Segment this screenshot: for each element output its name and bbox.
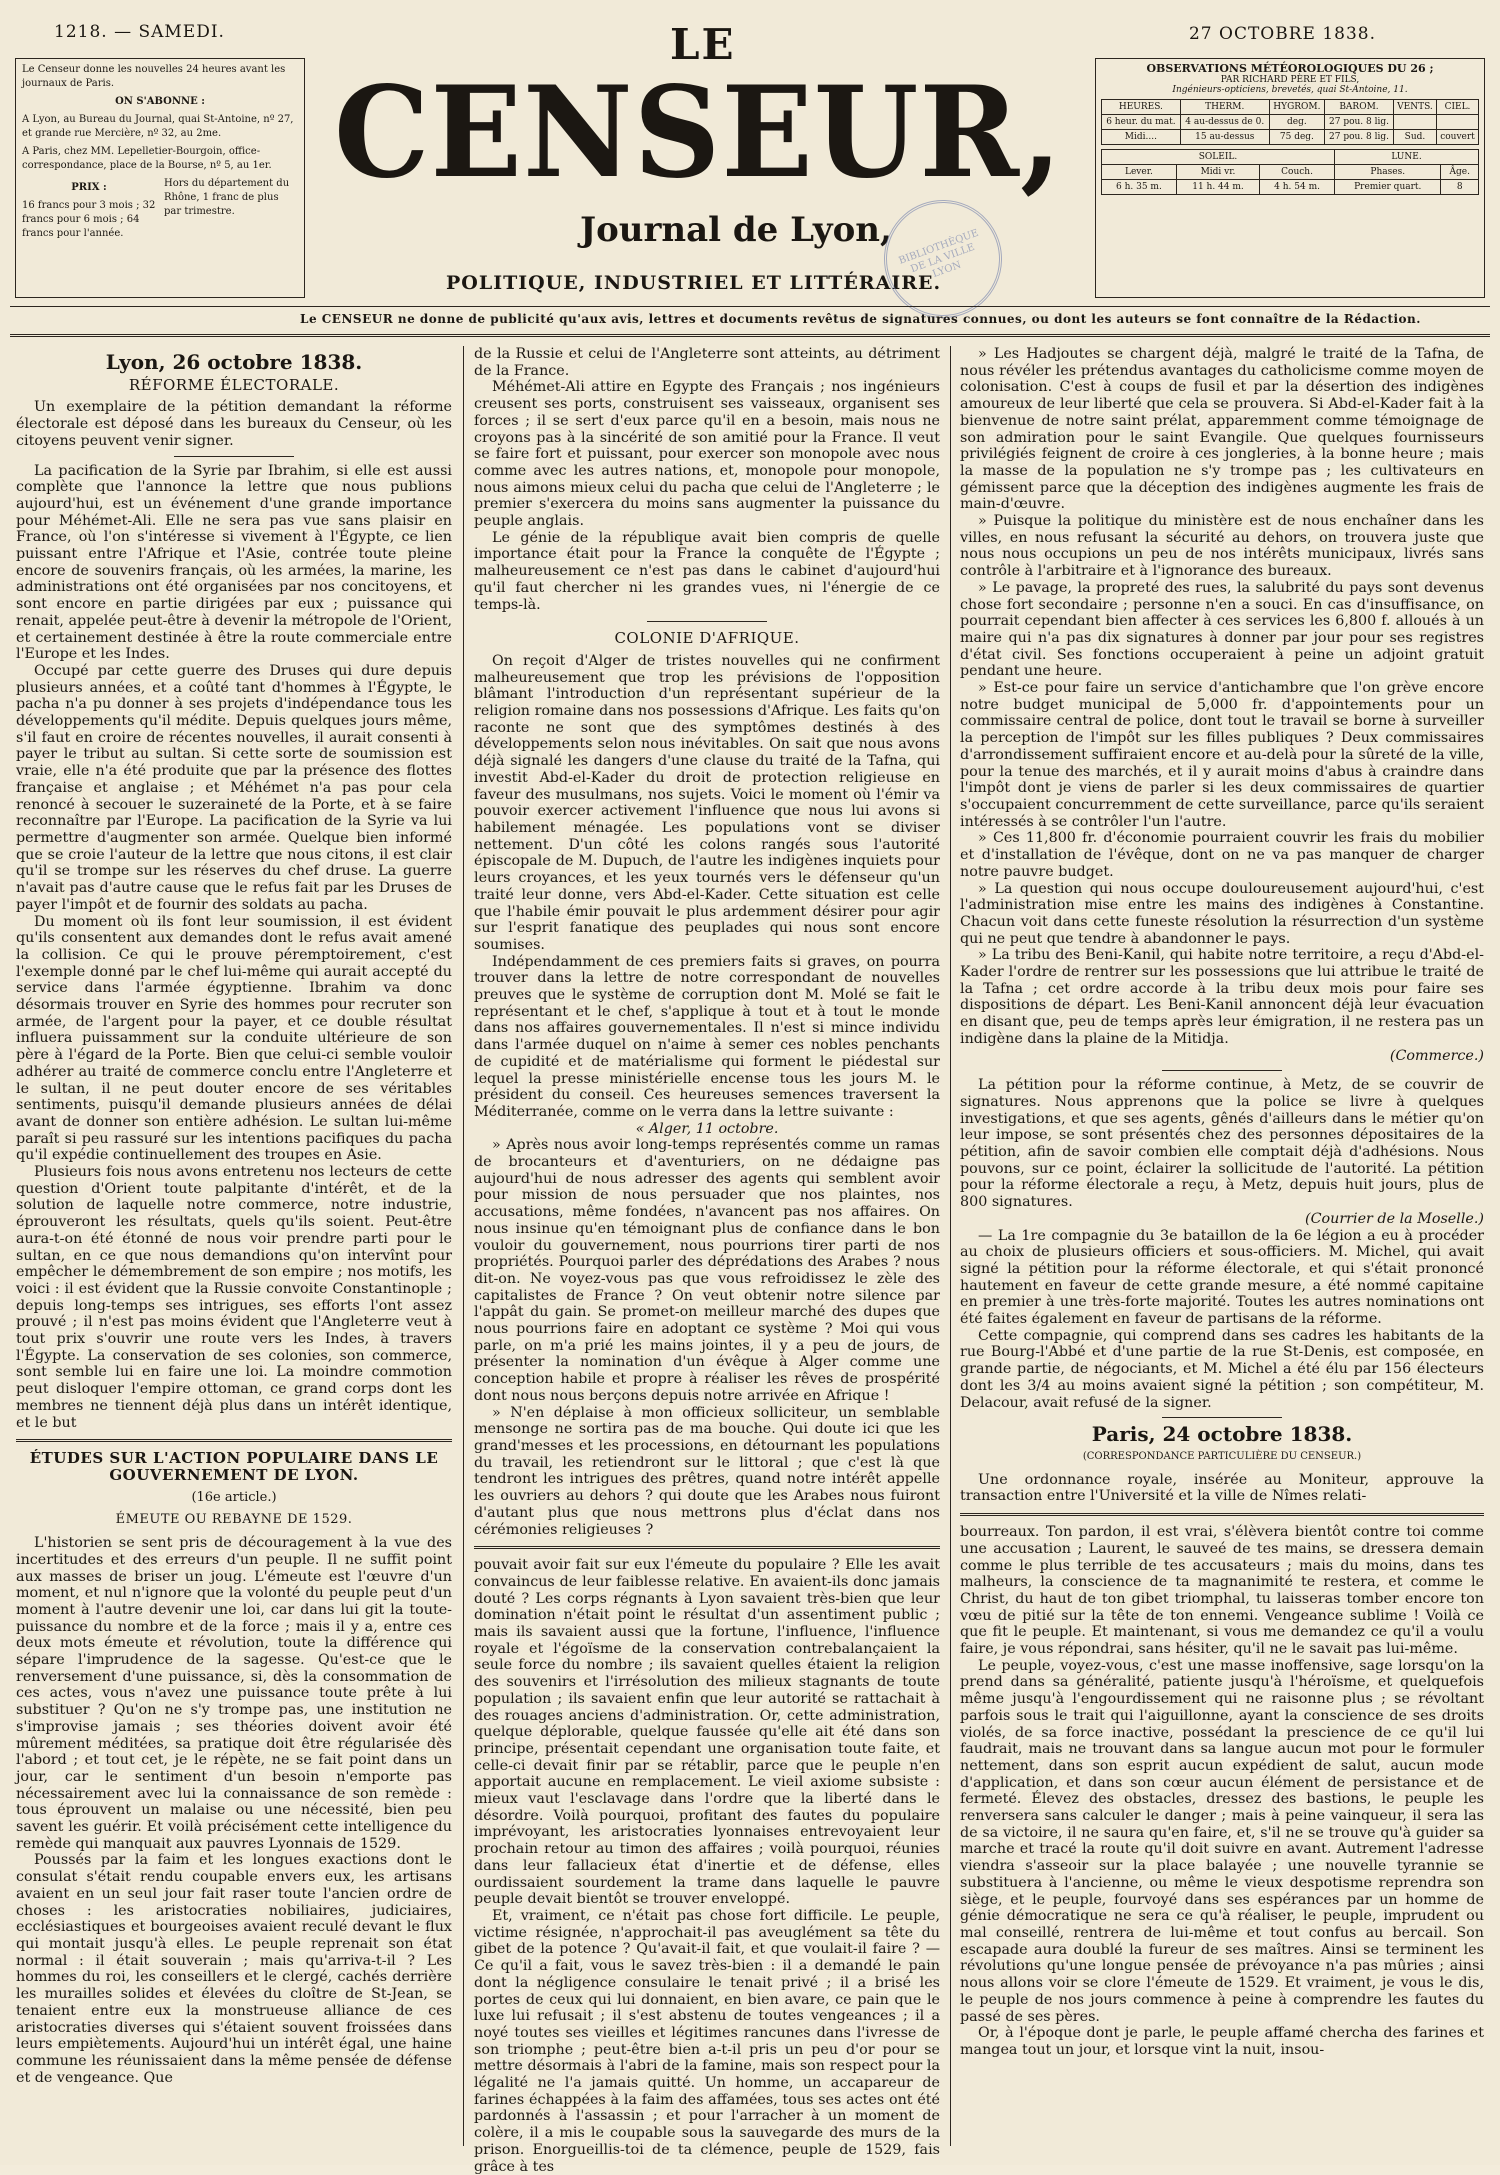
weather-cell: [1393, 115, 1436, 130]
masthead-tagline: POLITIQUE, INDUSTRIEL ET LITTÉRAIRE.: [446, 272, 942, 294]
subscription-box: [15, 58, 305, 298]
weather-table: [1101, 99, 1479, 145]
feuilleton-title: ÉTUDES SUR L'ACTION POPULAIRE DANS LE GOUVERNEMENT DE LYON.: [29, 1449, 439, 1484]
article-paragraph: Indépendamment de ces premiers faits si graves, on pourra trouver dans la lettre de notre correspondant de nouvelles preuves que le système de corruption dont M. Molé se fait le représentant et le chef, s'applique à tout et à tout le monde dans nos affaires gouvernementales. Il n'est si mince individu dans l'armée duquel on n'aime à semer ces nobles penchants de cupidité et de matérialisme qui forment le piédestal sur lequel la presse ministérielle encense tous les jours M. le président du conseil. Ces heureuses semences traversent la Méditerranée, comme on le verra dans la lettre suivante :: [474, 953, 940, 1120]
feuilleton-paragraph: L'historien se sent pris de découragement à la vue des incertitudes et des erreurs d'un peuple. Il ne suffit point aux masses de briser un joug. L'émeute est l'œuvre d'un moment, et nul n'ignore que la volonté du peuple peut d'un moment à l'autre devenir une loi, car dans lui git la toute-puissance du nombre et de la force ; mais il y a, entre ces deux mots émeute et révolution, toute la différence qui sépare l'imprudence de la sagesse. Qu'est-ce que le renversement d'une puissance, si, dès la consommation de ces actes, vous n'avez une puissance toute prête à lui substituer ? Qu'on ne s'y trompe pas, une institution ne s'improvise jamais ; ses théories doivent avoir été mûrement méditées, sa pratique doit être régularisée dès l'abord ; et tout cet, je le répète, ne se fait point dans un jour, car le sentiment d'un besoin n'emporte pas nécessairement avec lui la connaissance de son remède : tous éprouvent un malaise ou une nécessité, bien peu savent les guérir. Et voilà précisément cette intelligence du remède qui manquait aux pauvres Lyonnais de 1529.: [16, 1535, 452, 1852]
article-paragraph: La pétition pour la réforme continue, à Metz, de se couvrir de signatures. Nous apprenons que la police se livre à quelques investigations, et que ses agents, gênés d'ailleurs dans le métier qu'on leur impose, se sont présentés chez des personnes dépositaires de la pétition, afin de savoir combien elle comptait déjà d'adhésions. Nous pouvons, sur ce point, éclairer la sollicitude de l'autorité. La pétition pour la réforme électorale a reçu, à Metz, depuis huit jours, plus de 800 signatures.: [960, 1077, 1484, 1211]
weather-header: CIEL.: [1437, 100, 1479, 115]
subscription-paris: A Paris, chez MM. Lepelletier-Bourgoin, office-correspondance, place de la Bourse, nº 5, au 1er.: [22, 146, 272, 171]
weather-cell: 6 heur. du mat.: [1102, 115, 1181, 130]
weather-header: BAROM.: [1325, 100, 1394, 115]
weather-by: PAR RICHARD PÈRE ET FILS,: [1220, 75, 1360, 85]
weather-cell: Midi....: [1102, 130, 1181, 145]
sun-value: 11 h. 44 m.: [1176, 180, 1259, 195]
moon-header: Phases.: [1335, 165, 1441, 180]
issue-date: 27 OCTOBRE 1838.: [1188, 24, 1376, 44]
article-paragraph: — La 1re compagnie du 3e bataillon de la 6e légion a eu à procéder au choix de plusieurs officiers et sous-officiers. M. Michel, qui avait signé la pétition pour la réforme électorale, et qui s'était prononcé hautement en faveur de cette grande mesure, a été nommé capitaine en premier à une très-forte majorité. Toutes les autres nominations ont été faites également en faveur de partisans de la réforme.: [960, 1227, 1484, 1328]
feuilleton-divider: [16, 1439, 452, 1442]
weather-cell: 4 au-dessus de 0.: [1180, 115, 1269, 130]
weather-cell: 27 pou. 8 lig.: [1325, 115, 1394, 130]
feuilleton-paragraph: Poussés par la faim et les longues exactions dont le consulat s'était rendu coupable envers eux, les artisans avaient en un seul jour fait raser toute l'ancien ordre de choses : les aristocraties nobiliaires, judiciaires, ecclésiastiques et bourgeoises avaient reculé devant le flux qui montait jusqu'à elles. Le peuple reprenait son état normal : il était souverain ; mais qu'arriva-t-il ? Les hommes du roi, les conseillers et le clergé, cachés derrière les murailles solides et élevées du cloître de St-Jean, se tenaient entre eux la monstrueuse alliance de ces aristocraties diverses qui s'étaient souvent froissées dans leurs empiètements. Aujourd'hui un intérêt égal, une haine commune les réunissaient dans la même pensée de défense et de vengeance. Que: [16, 1852, 452, 2086]
article-paragraph: Méhémet-Ali attire en Egypte des Français ; nos ingénieurs creusent ses ports, construisent ses vaisseaux, organisent ses forces ; il se sert d'eux parce qu'il en a besoin, mais nous ne croyons pas à la sincérité de son amitié pour la France. Il veut se faire fort et puissant, pour exercer son monopole avec nous comme avec les autres nations, et, monopole pour monopole, nous aimons mieux celui du pacha que celui de l'Angleterre ; le premier s'exercera du moins sans augmenter la puissance du peuple anglais.: [474, 379, 940, 530]
article-paragraph: Le génie de la république avait bien compris de quelle importance était pour la France la conquête de l'Égypte ; malheureusement ce n'est pas dans le cabinet d'aujourd'hui qu'il faut chercher ni les grandes vues, ni l'énergie de ce temps-là.: [474, 529, 940, 613]
issue-number: 1218. — SAMEDI.: [54, 22, 225, 42]
article-paragraph: Plusieurs fois nous avons entretenu nos lecteurs de cette question d'Orient toute palpitante d'intérêt, et de la solution de laquelle notre commerce, notre industrie, éprouveront les résultats, quels qu'ils soient. Peut-être aura-t-on été étonné de nous voir prendre parti pour le sultan, en ce que nous demandions qu'on intervînt pour empêcher le démembrement de son empire ; nos motifs, les voici : il est évident que la Russie convoite Constantinople ; depuis long-temps ses intrigues, ses efforts l'ont assez prouvé ; il n'est pas moins évident que l'Angleterre veut à tout prix s'ouvrir une route vers les Indes, à travers l'Égypte. La conservation de ses colonies, son commerce, sont semble lui en faire une loi. La moindre commotion peut disloquer l'empire ottoman, ce grand corps dont les membres ne tiennent déjà plus dans un intérêt identique, et le but: [16, 1164, 452, 1431]
table-row: [1102, 115, 1479, 130]
feuilleton-subtitle: ÉMEUTE OU REBAYNE DE 1529.: [115, 1512, 353, 1528]
notice-rule: [10, 334, 1490, 337]
column-separator: [950, 346, 951, 2146]
weather-header: THERM.: [1180, 100, 1269, 115]
column-3: [960, 346, 1484, 2151]
subscription-lyon: A Lyon, au Bureau du Journal, quai St-Antoine, nº 27, et grande rue Mercière, nº 32, au 2me.: [22, 114, 294, 139]
sun-header: Midi vr.: [1176, 165, 1259, 180]
source-moselle: (Courrier de la Moselle.): [1305, 1210, 1484, 1227]
weather-cell: 15 au-dessus: [1180, 130, 1269, 145]
dateline-lyon: Lyon, 26 octobre 1838.: [105, 350, 363, 374]
feuilleton-divider: [474, 1546, 940, 1549]
subscription-intro: Le Censeur donne les nouvelles 24 heures avant les journaux de Paris.: [22, 64, 286, 89]
article-paragraph: » N'en déplaise à mon officieux solliciteur, un semblable mensonge ne sortira pas de ma bouche. Qui doute ici que les grand'messes et les processions, en détournant les populations du travail, les retiendront sur le littoral ; que c'est là que tendront les intrigues des prêtres, quand notre intérêt appelle les ouvriers au dehors ? qui doute que les Arabes nous fuiront d'autant plus que nous mettrons plus d'éclat dans nos cérémonies religieuses ?: [474, 1404, 940, 1538]
sun-label: SOLEIL.: [1102, 150, 1335, 165]
feuilleton-paragraph: Le peuple, voyez-vous, c'est une masse inoffensive, sage lorsqu'on la prend dans sa généralité, patiente jusqu'à l'héroïsme, et quelquefois même jusqu'à l'engourdissement qui ne raisonne plus ; se révoltant parfois sous le trait qui l'aiguillonne, ayant la conscience de ses droits violés, de sa force inactive, possédant la prescience de ce qu'il lui faudrait, mais ne trouvant dans sa langue aucun mot pour le formuler nettement, dans son esprit aucun expédient de salut, aucun mode d'application, et dans son cœur aucun élément de persistance et de fermeté. Élevez des obstacles, dressez des bastions, le peuple les renversera sans calculer le danger ; mais à peine vainqueur, il sera las de sa victoire, il ne saura qu'en faire, et, s'il ne se trouve qu'à guider sa marche et tracé la route qu'il doit suivre en avant. Autrement l'adresse viendra s'asseoir sur la place balayée ; une nouvelle tyrannie se substituera à l'ancienne, ou même le vieux despotisme reprendra son siège, et le peuple, fourvoyé dans ses espérances par un homme de génie démocratique ne sera ce qu'à réaliser, le peuple, imprudent ou mal conseillé, rentrera de lui-même et tout confus au bercail. Son escapade aura doublé la fureur de ses maîtres. Ainsi se terminent les révolutions qu'une longue pensée de prévoyance n'a pas mûries ; ainsi nous allons voir se clore l'émeute de 1529. Et vraiment, je vous le dis, le peuple de nos jours commence à peine à comprendre les fautes du passé de ses pères.: [960, 1657, 1484, 2025]
article-paragraph: » Puisque la politique du ministère est de nous enchaîner dans les villes, en nous refusant la sécurité au dehors, on trouvera juste que nous nous occupions un peu de nos intérêts municipaux, livrés sans contrôle à l'arbitraire et à l'ignorance des bureaux.: [960, 513, 1484, 580]
weather-title: OBSERVATIONS MÉTÉOROLOGIQUES DU 26 ;: [1146, 62, 1434, 75]
moon-header: Âge.: [1441, 165, 1479, 180]
weather-cell: [1437, 115, 1479, 130]
feuilleton-paragraph: Or, à l'époque dont je parle, le peuple affamé chercha des farines et mangea tout un jour, et lorsque vint la nuit, insou-: [960, 2025, 1484, 2058]
price-list: 16 francs pour 3 mois ; 32 francs pour 6 mois ; 64 francs pour l'année.: [22, 200, 156, 239]
article-paragraph: » Les Hadjoutes se chargent déjà, malgré le traité de la Tafna, de nous révéler les prétendus avantages du catholicisme comme moyen de colonisation. C'est à coups de fusil et par la désertion des indigènes amoureux de leur liberté que cela se prouvera. Si Abd-el-Kader fait à la bienvenue de notre saint prélat, apparemment comme témoignage de son admiration pour le saint Evangile. Que quelques fournisseurs privilégiés feignent de croire à ces jongleries, à la bonne heure ; mais la masse de la population ne s'y trompe pas ; les cultivateurs en gémissent parce que la déception des indigènes augmente les frais de main-d'œuvre.: [960, 346, 1484, 513]
weather-cell: couvert: [1437, 130, 1479, 145]
subscription-prices: [22, 177, 298, 245]
article-paragraph: On reçoit d'Alger de tristes nouvelles qui ne confirment malheureusement que trop les prévisions de l'opposition blâmant l'introduction d'un représentant supérieur de la religion romaine dans nos possessions d'Afrique. Les faits qu'on raconte ne sont que des symptômes destinés à des développements selon nous inévitables. On sait que nous avons déjà signalé les dangers d'une clause du traité de la Tafna, qui investit Abd-el-Kader du droit de protection religieuse en faveur des musulmans, nos sujets. Voici le moment où l'émir va pouvoir exercer activement l'influence que nous lui avons si habilement ménagée. Les populations vont se diviser nettement. D'un côté les colons rangés sous l'autorité épiscopale de M. Dupuch, de l'autre les indigènes inquiets pour leurs croyances, et les yeux tournés vers le défenseur qu'un traité leur donne, vers Abd-el-Kader. Cette situation est celle que l'habile émir pouvait le plus ardemment désirer pour agir sur l'esprit fanatique des peuplades qui nous sont encore soumises.: [474, 652, 940, 953]
weather-cell: 75 deg.: [1269, 130, 1324, 145]
weather-box: [1095, 58, 1485, 298]
weather-desc: Ingénieurs-opticiens, brevetés, quai St-Antoine, 11.: [1172, 85, 1408, 95]
dateline-paris: Paris, 24 octobre 1838.: [1091, 1422, 1353, 1447]
divider: [1162, 1070, 1282, 1071]
divider: [1162, 1417, 1282, 1418]
sun-value: 4 h. 54 m.: [1260, 180, 1335, 195]
headline-reforme: RÉFORME ÉLECTORALE.: [128, 375, 340, 394]
price-heading: PRIX :: [71, 182, 107, 193]
masthead-le: LE: [670, 20, 736, 69]
feuilleton-paragraph: Et, vraiment, ce n'était pas chose fort difficile. Le peuple, victime résignée, n'approchait-il pas aveuglément sa tête du gibet de la potence ? Qu'avait-il fait, et que voulait-il faire ? — Ce qu'il a fait, vous le savez très-bien : il a demandé le pain dont la négligence consulaire le tenait privé ; il a brisé les portes de ceux qui lui donnaient, en bien avare, ce pain que le luxe lui refusait ; il s'est abstenu de toutes vengeances ; il a noyé toutes ses vieilles et légitimes rancunes dans l'ivresse de son triomphe ; peut-être bien a-t-il pris un peu d'or pour se mettre désormais à l'abri de la famine, mais son respect pour la légalité ne l'a jamais quitté. Un homme, un accapareur de farines échappées à la faim des affamées, tous ses actes ont été pardonnés à l'assassin ; et pour l'arracher à un moment de colère, il a mis le coupable sous la sauvegarde des murs de la prison. Enorgueillis-toi de ta clémence, peuple de 1529, fais grâce à tes: [474, 1907, 940, 2175]
sun-moon-table: [1101, 149, 1479, 195]
headline-colonie: COLONIE D'AFRIQUE.: [614, 629, 800, 648]
article-paragraph: » Ces 11,800 fr. d'économie pourraient couvrir les frais du mobilier et d'installation de l'évêque, dont on ne va pas manquer de charger notre pauvre budget.: [960, 830, 1484, 880]
letter-dateline: « Alger, 11 octobre.: [635, 1120, 779, 1137]
feuilleton-number: (16e article.): [191, 1489, 277, 1505]
article-paragraph: » La tribu des Beni-Kanil, qui habite notre territoire, a reçu d'Abd-el-Kader l'ordre de rentrer sur les possessions que lui attribue le traité de la Tafna ; cet ordre accorde à la tribu deux mois pour faire ses dispositions de départ. Les Beni-Kanil annoncent déjà leur évacuation en disant que, peu de temps après leur émigration, il ne restera pas un indigène dans la plaine de la Mitidja.: [960, 947, 1484, 1047]
stamp-text: BIBLIOTHÈQUE DE LA VILLE LYON: [897, 227, 980, 280]
article-paragraph: de la Russie et celui de l'Angleterre sont atteints, au détriment de la France.: [474, 346, 940, 379]
article-paragraph: » Le pavage, la propreté des rues, la salubrité du pays sont devenus chose fort secondaire ; personne n'en a souci. En cas d'insuffisance, on pourrait cependant bien affecter à ces services les 6,800 f. alloués à un maire qui n'a pas dix signatures à donner par jour pour ses registres d'état civil. Ses fonctions occuperaient à peine un adjoint gratuit pendant une heure.: [960, 579, 1484, 680]
article-paragraph: Un exemplaire de la pétition demandant la réforme électorale est déposé dans les bureaux du Censeur, où les citoyens peuvent venir signer.: [16, 399, 452, 449]
article-paragraph: Cette compagnie, qui comprend dans ses cadres les habitants de la rue Bourg-l'Abbé et d'une partie de la rue St-Denis, est composée, en grande partie, de négociants, et M. Michel a été élu par 156 électeurs dont les 3/4 au moins avaient signé la pétition ; son compétiteur, M. Delacour, avait refusé de la signer.: [960, 1327, 1484, 1411]
sun-header: Couch.: [1260, 165, 1335, 180]
article-paragraph: La pacification de la Syrie par Ibrahim, si elle est aussi complète que l'annonce la lettre que nous publions aujourd'hui, est un événement d'une grande importance pour Méhémet-Ali. Elle ne sera pas vue sans plaisir en France, où l'on s'intéresse si vivement à l'Égypte, ce lien puissant entre l'Afrique et l'Asie, contrée toute pleine encore de souvenirs français, où les armées, la marine, les administrations ont été organisées par nos concitoyens, et sont encore en partie dirigées par eux ; puissance qui renait, appelée peut-être à devenir la métropole de l'Orient, et certainement destinée à être la route commerciale entre l'Europe et les Indes.: [16, 462, 452, 663]
weather-cell: deg.: [1269, 115, 1324, 130]
article-paragraph: Occupé par cette guerre des Druses qui dure depuis plusieurs années, et a coûté tant d'hommes à l'Égypte, le pacha n'a pu donner à ses projets d'indépendance tous les développements qu'il médite. Depuis quelques jours même, s'il faut en croire de récentes nouvelles, il aurait consenti à payer le tribut au sultan. Si cette sorte de soumission est vraie, elle n'a été produite que par la présence des flottes française et anglaise ; et Méhémet n'a pas pour cela renoncé à secouer le suzeraineté de la Porte, et à se faire reconnaître par l'Europe. La pacification de la Syrie va lui permettre d'augmenter son armée. Quelque bien informé que se croie l'auteur de la lettre que nous citons, il est clair qu'il se trompe sur les réserves du chef druse. La guerre n'avait pas d'autre cause que le refus fait par les Druses de payer l'impôt et de fournir des soldats au pacha.: [16, 662, 452, 913]
moon-value: 8: [1441, 180, 1479, 195]
subscription-heading: ON S'ABONNE :: [115, 96, 205, 107]
feuilleton-divider: [960, 1513, 1484, 1516]
weather-cell: Sud.: [1393, 130, 1436, 145]
weather-header: VENTS.: [1393, 100, 1436, 115]
article-paragraph: Du moment où ils font leur soumission, il est évident qu'ils consentent aux demandes dont le refus avait amené la collision. Ce qui le prouve péremptoirement, c'est l'exemple donné par le chef lui-même qui aurait accepté du service dans l'armée égyptienne. Ibrahim va donc désormais trouver en Syrie des hommes pour recruter son armée, de l'argent pour la payer, et ce double résultat influera puissamment sur la conduite ultérieure de son père à l'égard de la Porte. Bien que celui-ci semble vouloir adhérer au traité de commerce conclu entre l'Angleterre et le sultan, il ne peut douter encore de ses véritables sentiments, puisqu'il demande plusieurs années de délai avant de donner son entière adhésion. Le sultan lui-même paraît si peu rassuré sur les intentions pacifiques du pacha qu'il expédie continuellement des troupes en Asie.: [16, 913, 452, 1164]
masthead-title: CENSEUR,: [334, 58, 1063, 207]
divider: [647, 621, 767, 622]
divider: [174, 456, 294, 457]
price-outside: Hors du département du Rhône, 1 franc de plus par trimestre.: [164, 178, 290, 217]
column-2: [474, 346, 940, 2175]
publication-notice: Le CENSEUR ne donne de publicité qu'aux avis, lettres et documents revêtus de signatures connues, ou dont les auteurs se font connaître de la Rédaction.: [300, 312, 1421, 326]
moon-value: Premier quart.: [1335, 180, 1441, 195]
masthead-rule: [10, 306, 1490, 307]
masthead-subtitle: Journal de Lyon,: [580, 210, 892, 250]
article-paragraph: Une ordonnance royale, insérée au Moniteur, approuve la transaction entre l'Université et la ville de Nîmes relati-: [960, 1471, 1484, 1505]
column-1: [16, 346, 452, 2151]
feuilleton-paragraph: pouvait avoir fait sur eux l'émeute du populaire ? Elle les avait convaincus de leur faiblesse relative. En avaient-ils donc jamais douté ? Les corps régnants à Lyon savaient très-bien que leur domination n'était point le résultat d'un assentiment public ; mais ils savaient aussi que la fortune, l'influence, l'influence royale et l'égoïsme de la conservation contrebalançaient la seule force du nombre ; ils savaient quelles étaient la religion des souvenirs et l'irrésolution des milieux stagnants de toute population ; ils savaient enfin que leur autorité se rattachait à des rouages anciens d'administration. Or, cette administration, quelque déplorable, quelque faussée qu'elle ait été dans son principe, présentait cependant une organisation toute faite, et celle-ci devait finir par se rétablir, parce que le peuple n'en apportait aucune en remplacement. Le vieil axiome subsiste : mieux vaut l'esclavage dans l'ordre que la liberté dans le désordre. Voilà pourquoi, profitant des fautes du populaire imprévoyant, les aristocraties lyonnaises entrevoyaient leur prochain retour au timon des affaires ; voilà pourquoi, réunies dans leur fallacieux état d'inertie et de défense, elles ourdissaient sourdement la trame dans laquelle le pauvre peuple devait bientôt se trouver enveloppé.: [474, 1557, 940, 1908]
moon-label: LUNE.: [1335, 150, 1479, 165]
weather-header: HEURES.: [1102, 100, 1181, 115]
article-paragraph: » Est-ce pour faire un service d'antichambre que l'on grève encore notre budget municipal de 5,000 fr. d'appointements pour un commissaire central de police, dont tout le travail se borne à surveiller la perception de l'impôt sur les filles publiques ? Deux commissaires d'arrondissement suffiraient encore et au-delà pour la sûreté de la ville, pour la tenue des marchés, et il y aurait moins d'abus à craindre dans l'impôt dont je viens de parler si les deux commissaires de quartier s'occupaient concurremment de cette surveillance, parce qu'ils seraient intéressés à se contrôler l'un l'autre.: [960, 680, 1484, 830]
weather-header: HYGROM.: [1269, 100, 1324, 115]
article-paragraph: » Après nous avoir long-temps représentés comme un ramas de brocanteurs et d'aventuriers, on ne dédaigne pas aujourd'hui de nous adresser des agents qui semblent avoir pour mission de nous persuader que nos plaintes, nos accusations, même fondées, n'avancent pas nos affaires. On nous insinue qu'en témoignant plus de confiance dans le bon vouloir du gouvernement, nous pourrions tirer parti de nos propriétés. Pourquoi parler des déprédations des Arabes ? nous dit-on. Ne voyez-vous pas que vous refroidissez le zèle des capitalistes de France ? On veut obtenir notre silence par l'appât du gain. Se promet-on meilleur marché des dupes que nous pourrions faire en adoptant ce système ? Moi qui vous parle, on m'a prié les mains jointes, il y a peu de jours, de présenter la nomination d'un évêque à Alger comme une conception habile et propre à réaliser les rêves de prospérité dont nous nous berçons depuis notre arrivée en Afrique !: [474, 1137, 940, 1404]
sun-value: 6 h. 35 m.: [1102, 180, 1177, 195]
table-row: [1102, 130, 1479, 145]
feuilleton-paragraph: bourreaux. Ton pardon, il est vrai, s'élèvera bientôt contre toi comme une accusation ; Laurent, le sauveé de tes mains, se dressera demain comme le plus terrible de tes accusateurs ; mais du moins, dans tes malheurs, la conscience de ta magnanimité te restera, et comme le Christ, du haut de ton gibet triomphal, tu laisseras tomber encore ton vœu de pitié sur la tête de ton ennemi. Vengeance sublime ! Voilà ce que fit le peuple. Et maintenant, si vous me demandez ce qu'il a voulu faire, je vous répondrai, sans hésiter, qu'il ne le savait pas lui-même.: [960, 1524, 1484, 1658]
sun-header: Lever.: [1102, 165, 1177, 180]
weather-cell: 27 pou. 8 lig.: [1325, 130, 1394, 145]
correspondance-label: (CORRESPONDANCE PARTICULIÈRE DU CENSEUR.): [1082, 1451, 1362, 1462]
article-paragraph: » La question qui nous occupe douloureusement aujourd'hui, c'est l'administration mise entre les mains des indigènes à Constantine. Chacun voit dans cette funeste résolution la résurrection d'un système qui ne peut que tendre à abandonner le pays.: [960, 880, 1484, 947]
column-separator: [463, 346, 464, 2146]
source-commerce: (Commerce.): [1389, 1047, 1484, 1064]
